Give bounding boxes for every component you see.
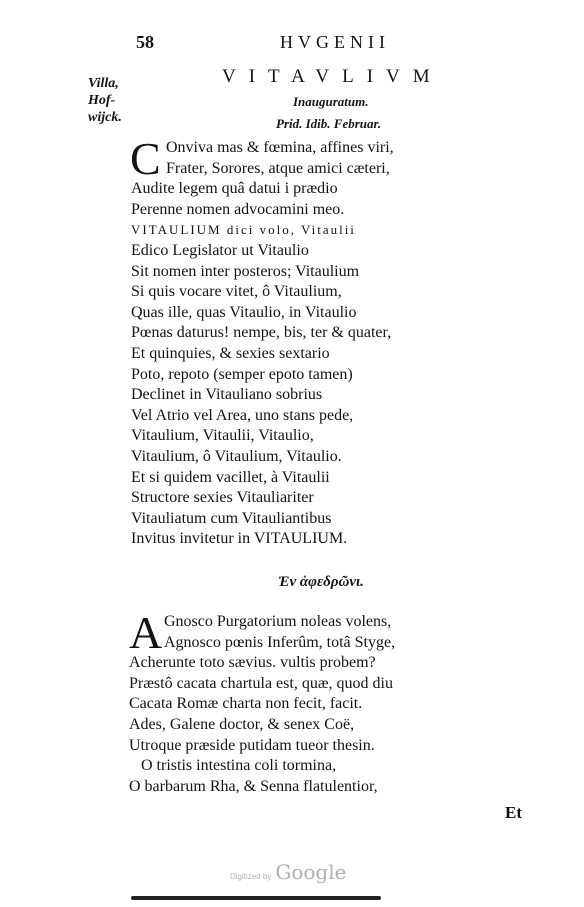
margin-note-line: wijck. (88, 110, 122, 125)
verse-line: Gnosco Purgatorium noleas volens, (164, 613, 392, 630)
verse-line: Vitaulium, Vitaulii, Vitaulio, (131, 427, 314, 445)
margin-note-line: Villa, (88, 76, 119, 91)
verse-line: Audite legem quâ datui i prædio (131, 180, 338, 198)
margin-note (88, 75, 122, 126)
scan-edge-rule (131, 896, 381, 900)
running-head: HVGENII (280, 32, 390, 52)
watermark-brand: Google (275, 860, 347, 884)
verse-line: Vel Atrio vel Area, uno stans pede, (131, 406, 354, 424)
poem-afedroni (129, 607, 396, 797)
section-heading: Ἐν ἀφεδρῶνι. (278, 574, 364, 590)
poem-vitaulium (130, 133, 394, 550)
verse-line: Agnosco pœnis Inferûm, totâ Styge, (164, 633, 396, 651)
verse-line: Declinet in Vitauliano sobrius (131, 386, 323, 404)
verse-line: Perenne nomen advocamini meo. (131, 200, 345, 218)
verse-line: Invitus invitetur in VITAULIUM. (131, 530, 348, 548)
verse-line: Vitaulium, ô Vitaulium, Vitaulio. (131, 447, 342, 465)
verse-line: Structore sexies Vitauliariter (131, 489, 314, 507)
drop-cap: C (130, 133, 161, 184)
verse-line: Frater, Sorores, atque amici cæteri, (166, 159, 390, 177)
poem-title: VITAVLIVM (222, 66, 443, 87)
verse-line: Et quinquies, & sexies sextario (131, 344, 330, 362)
verse-line: Vitauliatum cum Vitauliantibus (131, 509, 332, 527)
verse-line: Cacata Romæ charta non fecit, facit. (129, 695, 363, 713)
poem-subtitle: Inauguratum. (293, 94, 369, 109)
verse-line: Et si quidem vacillet, à Vitaulii (131, 468, 330, 486)
watermark-digitized: Digitized by (230, 872, 272, 881)
verse-line: Ades, Galene doctor, & senex Coë, (129, 715, 355, 733)
verse-line: Præstô cacata chartula est, quæ, quod diu (129, 674, 393, 692)
drop-cap: A (129, 607, 163, 658)
poem-date: Prid. Idib. Februar. (276, 116, 382, 131)
margin-note-line: Hof- (88, 93, 116, 108)
verse-line: Pœnas daturus! nempe, bis, ter & quater, (131, 324, 392, 342)
verse-line: Sit nomen inter posteros; Vitaulium (131, 262, 360, 280)
verse-line: O tristis intestina coli tormina, (141, 757, 337, 775)
verse-line: VITAULIUM dici volo, Vitaulii (131, 222, 356, 238)
page-number: 58 (136, 32, 154, 52)
verse-line: Si quis vocare vitet, ô Vitaulium, (131, 283, 342, 301)
verse-line: Edico Legislator ut Vitaulio (131, 241, 309, 259)
verse-line: Acherunte toto sævius. vultis probem? (129, 654, 376, 672)
catchword: Et (505, 803, 522, 822)
verse-line: Poto, repoto (semper epoto tamen) (131, 365, 353, 383)
verse-line: Quas ille, quas Vitaulio, in Vitaulio (131, 303, 357, 321)
verse-line: Onviva mas & fœmina, affines viri, (166, 139, 394, 156)
verse-line: O barbarum Rha, & Senna flatulentior, (129, 777, 378, 795)
verse-line: Utroque præside putidam tueor thesin. (129, 736, 375, 754)
google-watermark (230, 860, 346, 884)
